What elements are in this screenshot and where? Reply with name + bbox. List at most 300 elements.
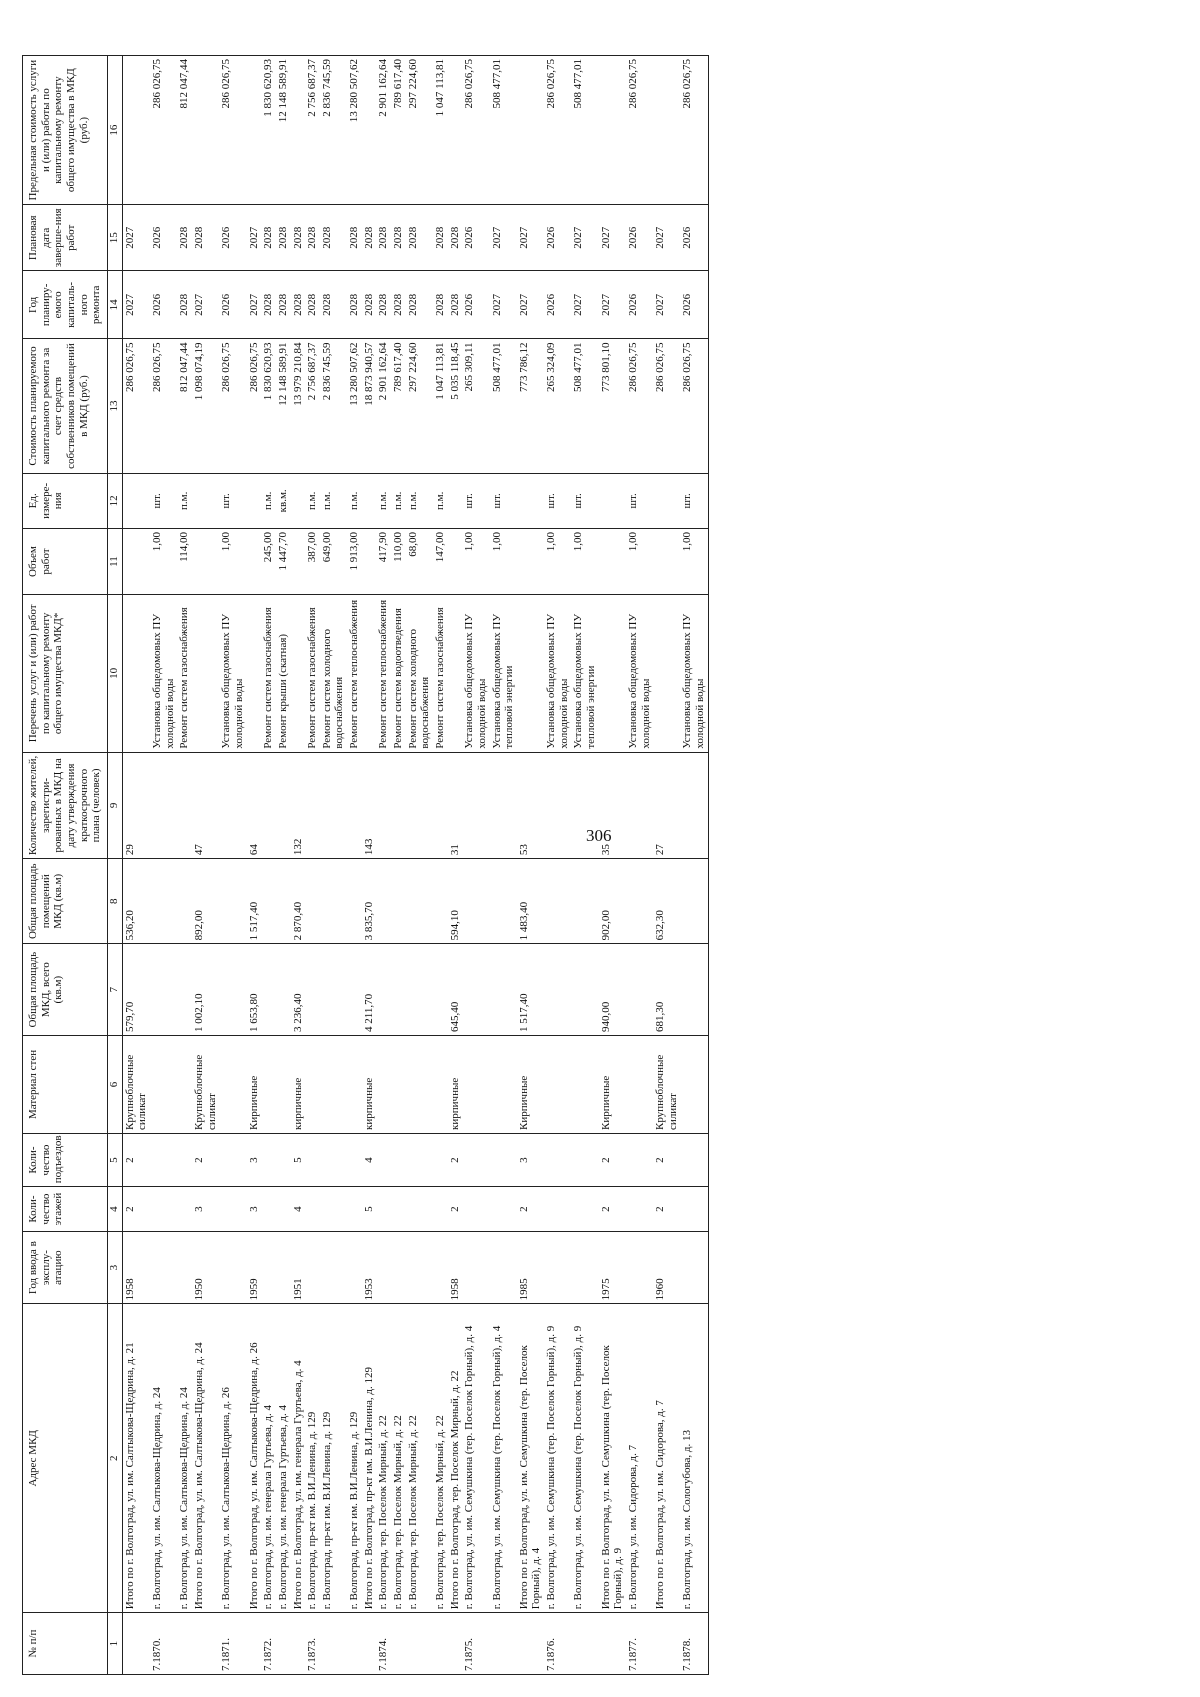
table-cell-col-8 bbox=[347, 859, 362, 944]
table-cell-col-7: 1 002,10 bbox=[192, 944, 219, 1036]
table-cell-col-13: 18 873 940,57 bbox=[362, 339, 377, 473]
table-cell-col-3 bbox=[376, 1231, 391, 1303]
table-cell-col-12 bbox=[448, 473, 463, 528]
table-cell-col-4: 3 bbox=[247, 1187, 262, 1232]
table-cell-col-8 bbox=[320, 859, 347, 944]
table-cell-col-11 bbox=[362, 529, 377, 595]
table-cell-col-2: Итого по г. Волгоград, ул. им. Семушкина (тер. Поселок Горный), д. 9 bbox=[599, 1304, 626, 1613]
table-cell-col-12: п.м. bbox=[347, 473, 362, 528]
table-cell-col-15: 2027 bbox=[599, 205, 626, 271]
table-row bbox=[362, 56, 377, 1675]
table-cell-col-13: 286 026,75 bbox=[150, 339, 177, 473]
table-cell-col-6 bbox=[571, 1035, 598, 1133]
table-cell-col-1: 7.1872. bbox=[261, 1613, 276, 1675]
table-cell-col-13: 773 801,10 bbox=[599, 339, 626, 473]
table-cell-col-10: Установка общедомовых ПУ холодной воды bbox=[680, 595, 708, 753]
table-cell-col-1 bbox=[320, 1613, 347, 1675]
table-cell-col-2: г. Волгоград, ул. им. Сологубова, д. 13 bbox=[680, 1304, 708, 1613]
table-cell-col-8: 1 517,40 bbox=[247, 859, 262, 944]
rotated-table-container bbox=[22, 55, 1172, 1675]
table-cell-col-11: 417,90 bbox=[376, 529, 391, 595]
table-cell-col-4 bbox=[219, 1187, 246, 1232]
column-header-7: Общая площадь МКД, всего (кв.м) bbox=[23, 944, 108, 1036]
table-cell-col-15: 2027 bbox=[571, 205, 598, 271]
table-cell-col-14: 2028 bbox=[305, 271, 320, 339]
table-cell-col-1 bbox=[391, 1613, 406, 1675]
table-cell-col-14: 2026 bbox=[219, 271, 246, 339]
table-cell-col-2: г. Волгоград, ул. им. Салтыкова-Щедрина, д. 26 bbox=[219, 1304, 246, 1613]
table-cell-col-12 bbox=[362, 473, 377, 528]
table-cell-col-16: 286 026,75 bbox=[626, 56, 653, 205]
table-cell-col-12: шт. bbox=[219, 473, 246, 528]
table-row bbox=[219, 56, 246, 1675]
column-header-5: Коли-чество подъездов bbox=[23, 1133, 108, 1186]
table-cell-col-15: 2027 bbox=[122, 205, 150, 271]
table-cell-col-7 bbox=[276, 944, 291, 1036]
table-cell-col-6 bbox=[177, 1035, 192, 1133]
column-header-8: Общая площадь помещений МКД (кв.м) bbox=[23, 859, 108, 944]
table-cell-col-5 bbox=[320, 1133, 347, 1186]
table-body bbox=[122, 56, 708, 1675]
table-cell-col-9 bbox=[571, 752, 598, 859]
table-cell-col-10 bbox=[653, 595, 680, 753]
table-cell-col-4 bbox=[305, 1187, 320, 1232]
table-cell-col-8 bbox=[305, 859, 320, 944]
table-cell-col-2: г. Волгоград, ул. им. Сидорова, д. 7 bbox=[626, 1304, 653, 1613]
table-cell-col-7: 3 236,40 bbox=[291, 944, 306, 1036]
table-cell-col-6 bbox=[406, 1035, 433, 1133]
table-cell-col-7 bbox=[177, 944, 192, 1036]
table-cell-col-9 bbox=[276, 752, 291, 859]
table-cell-col-4: 2 bbox=[122, 1187, 150, 1232]
table-cell-col-13: 508 477,01 bbox=[490, 339, 517, 473]
table-row bbox=[276, 56, 291, 1675]
table-cell-col-14: 2027 bbox=[490, 271, 517, 339]
table-cell-col-11 bbox=[448, 529, 463, 595]
table-cell-col-14: 2028 bbox=[320, 271, 347, 339]
table-cell-col-15: 2028 bbox=[391, 205, 406, 271]
table-cell-col-7 bbox=[219, 944, 246, 1036]
table-cell-col-15: 2027 bbox=[653, 205, 680, 271]
table-cell-col-11: 1 913,00 bbox=[347, 529, 362, 595]
table-row bbox=[653, 56, 680, 1675]
table-cell-col-6 bbox=[433, 1035, 448, 1133]
table-cell-col-8 bbox=[177, 859, 192, 944]
table-cell-col-9 bbox=[150, 752, 177, 859]
table-cell-col-15: 2026 bbox=[626, 205, 653, 271]
table-cell-col-16 bbox=[448, 56, 463, 205]
table-cell-col-16 bbox=[653, 56, 680, 205]
table-cell-col-14: 2026 bbox=[544, 271, 571, 339]
table-row bbox=[291, 56, 306, 1675]
table-cell-col-3: 1951 bbox=[291, 1231, 306, 1303]
table-cell-col-13: 297 224,60 bbox=[406, 339, 433, 473]
table-cell-col-7 bbox=[571, 944, 598, 1036]
table-cell-col-1 bbox=[490, 1613, 517, 1675]
column-header-4: Коли-чество этажей bbox=[23, 1187, 108, 1232]
table-cell-col-13: 12 148 589,91 bbox=[276, 339, 291, 473]
table-cell-col-14: 2027 bbox=[653, 271, 680, 339]
column-number-14: 14 bbox=[107, 271, 122, 339]
table-cell-col-8 bbox=[219, 859, 246, 944]
table-cell-col-4 bbox=[571, 1187, 598, 1232]
table-cell-col-13: 2 901 162,64 bbox=[376, 339, 391, 473]
table-row bbox=[490, 56, 517, 1675]
table-cell-col-9: 47 bbox=[192, 752, 219, 859]
table-cell-col-11: 649,00 bbox=[320, 529, 347, 595]
table-cell-col-5: 2 bbox=[653, 1133, 680, 1186]
table-cell-col-16 bbox=[599, 56, 626, 205]
table-cell-col-7 bbox=[490, 944, 517, 1036]
table-cell-col-10: Ремонт систем газоснабжения bbox=[177, 595, 192, 753]
table-cell-col-2: г. Волгоград, тер. Поселок Мирный, д. 22 bbox=[391, 1304, 406, 1613]
table-cell-col-2: Итого по г. Волгоград, тер. Поселок Мирный, д. 22 bbox=[448, 1304, 463, 1613]
column-header-14: Год планиру-емого капиталь-ного ремонта bbox=[23, 271, 108, 339]
table-cell-col-6: Крупноблочные силикат bbox=[653, 1035, 680, 1133]
table-cell-col-2: г. Волгоград, ул. им. Семушкина (тер. Поселок Горный), д. 4 bbox=[462, 1304, 489, 1613]
table-cell-col-8: 892,00 bbox=[192, 859, 219, 944]
table-cell-col-3 bbox=[544, 1231, 571, 1303]
table-cell-col-4 bbox=[376, 1187, 391, 1232]
table-header-row bbox=[23, 56, 108, 1675]
table-cell-col-3: 1959 bbox=[247, 1231, 262, 1303]
column-number-5: 5 bbox=[107, 1133, 122, 1186]
table-row bbox=[680, 56, 708, 1675]
table-cell-col-4: 4 bbox=[291, 1187, 306, 1232]
table-cell-col-14: 2028 bbox=[291, 271, 306, 339]
table-cell-col-1: 7.1871. bbox=[219, 1613, 246, 1675]
table-cell-col-6 bbox=[219, 1035, 246, 1133]
table-cell-col-1 bbox=[448, 1613, 463, 1675]
table-cell-col-1 bbox=[347, 1613, 362, 1675]
column-number-2: 2 bbox=[107, 1304, 122, 1613]
table-cell-col-4: 2 bbox=[599, 1187, 626, 1232]
table-cell-col-1 bbox=[571, 1613, 598, 1675]
table-cell-col-15: 2028 bbox=[320, 205, 347, 271]
table-cell-col-5 bbox=[680, 1133, 708, 1186]
table-cell-col-10: Установка общедомовых ПУ холодной воды bbox=[544, 595, 571, 753]
capital-repair-table bbox=[22, 55, 709, 1675]
column-number-12: 12 bbox=[107, 473, 122, 528]
table-cell-col-13: 286 026,75 bbox=[680, 339, 708, 473]
table-cell-col-9: 31 bbox=[448, 752, 463, 859]
table-cell-col-6 bbox=[305, 1035, 320, 1133]
table-cell-col-1: 7.1873. bbox=[305, 1613, 320, 1675]
table-cell-col-3 bbox=[462, 1231, 489, 1303]
table-cell-col-8 bbox=[490, 859, 517, 944]
table-cell-col-1 bbox=[517, 1613, 544, 1675]
table-cell-col-16: 297 224,60 bbox=[406, 56, 433, 205]
table-cell-col-15: 2027 bbox=[517, 205, 544, 271]
table-cell-col-11 bbox=[291, 529, 306, 595]
table-cell-col-7 bbox=[261, 944, 276, 1036]
table-cell-col-1: 7.1878. bbox=[680, 1613, 708, 1675]
table-cell-col-9 bbox=[320, 752, 347, 859]
table-cell-col-3 bbox=[150, 1231, 177, 1303]
table-row bbox=[150, 56, 177, 1675]
table-row bbox=[376, 56, 391, 1675]
table-cell-col-10 bbox=[362, 595, 377, 753]
table-cell-col-11 bbox=[517, 529, 544, 595]
table-cell-col-5 bbox=[219, 1133, 246, 1186]
table-cell-col-4: 2 bbox=[448, 1187, 463, 1232]
table-cell-col-1 bbox=[599, 1613, 626, 1675]
table-cell-col-16: 812 047,44 bbox=[177, 56, 192, 205]
table-cell-col-3 bbox=[219, 1231, 246, 1303]
table-cell-col-1 bbox=[122, 1613, 150, 1675]
table-cell-col-12: кв.м. bbox=[276, 473, 291, 528]
table-cell-col-8 bbox=[626, 859, 653, 944]
table-cell-col-14: 2026 bbox=[626, 271, 653, 339]
table-cell-col-14: 2027 bbox=[192, 271, 219, 339]
table-cell-col-6: Кирпичные bbox=[517, 1035, 544, 1133]
table-cell-col-12 bbox=[653, 473, 680, 528]
table-cell-col-11: 1,00 bbox=[219, 529, 246, 595]
table-cell-col-15: 2026 bbox=[544, 205, 571, 271]
column-number-8: 8 bbox=[107, 859, 122, 944]
table-cell-col-1: 7.1874. bbox=[376, 1613, 391, 1675]
table-cell-col-15: 2028 bbox=[305, 205, 320, 271]
table-cell-col-8 bbox=[276, 859, 291, 944]
table-cell-col-15: 2027 bbox=[490, 205, 517, 271]
table-cell-col-2: г. Волгоград, тер. Поселок Мирный, д. 22 bbox=[406, 1304, 433, 1613]
table-cell-col-3 bbox=[347, 1231, 362, 1303]
table-cell-col-1: 7.1870. bbox=[150, 1613, 177, 1675]
table-cell-col-10: Установка общедомовых ПУ холодной воды bbox=[219, 595, 246, 753]
table-cell-col-3: 1958 bbox=[448, 1231, 463, 1303]
table-cell-col-9 bbox=[680, 752, 708, 859]
table-cell-col-3: 1950 bbox=[192, 1231, 219, 1303]
table-cell-col-9: 64 bbox=[247, 752, 262, 859]
table-cell-col-3 bbox=[406, 1231, 433, 1303]
table-cell-col-3: 1958 bbox=[122, 1231, 150, 1303]
table-cell-col-7 bbox=[626, 944, 653, 1036]
column-number-10: 10 bbox=[107, 595, 122, 753]
table-row bbox=[433, 56, 448, 1675]
table-cell-col-4 bbox=[391, 1187, 406, 1232]
table-cell-col-10: Установка общедомовых ПУ холодной воды bbox=[150, 595, 177, 753]
table-cell-col-10 bbox=[291, 595, 306, 753]
table-cell-col-13: 1 047 113,81 bbox=[433, 339, 448, 473]
table-cell-col-12 bbox=[247, 473, 262, 528]
table-cell-col-1: 7.1877. bbox=[626, 1613, 653, 1675]
table-cell-col-9: 35 bbox=[599, 752, 626, 859]
table-cell-col-7 bbox=[406, 944, 433, 1036]
table-cell-col-3 bbox=[433, 1231, 448, 1303]
table-cell-col-8 bbox=[462, 859, 489, 944]
table-cell-col-15: 2026 bbox=[462, 205, 489, 271]
table-cell-col-2: г. Волгоград, ул. им. Семушкина (тер. Поселок Горный), д. 9 bbox=[571, 1304, 598, 1613]
column-header-13: Стоимость планируемого капитального ремонта за счет средств собственников помещений в МКД (руб.) bbox=[23, 339, 108, 473]
table-cell-col-14: 2027 bbox=[571, 271, 598, 339]
table-row bbox=[247, 56, 262, 1675]
table-cell-col-12: шт. bbox=[462, 473, 489, 528]
table-cell-col-2: г. Волгоград, ул. им. Салтыкова-Щедрина, д. 24 bbox=[150, 1304, 177, 1613]
table-cell-col-5: 2 bbox=[448, 1133, 463, 1186]
table-cell-col-10: Ремонт систем холодного водоснабжения bbox=[406, 595, 433, 753]
table-cell-col-7 bbox=[150, 944, 177, 1036]
table-cell-col-12: п.м. bbox=[406, 473, 433, 528]
table-cell-col-12: шт. bbox=[571, 473, 598, 528]
table-cell-col-4 bbox=[490, 1187, 517, 1232]
table-cell-col-4: 3 bbox=[192, 1187, 219, 1232]
table-cell-col-9 bbox=[391, 752, 406, 859]
table-cell-col-16: 2 836 745,59 bbox=[320, 56, 347, 205]
table-cell-col-7 bbox=[544, 944, 571, 1036]
column-number-7: 7 bbox=[107, 944, 122, 1036]
column-header-1: № п/п bbox=[23, 1613, 108, 1675]
table-cell-col-16: 2 756 687,37 bbox=[305, 56, 320, 205]
table-row bbox=[347, 56, 362, 1675]
table-cell-col-13: 2 836 745,59 bbox=[320, 339, 347, 473]
table-cell-col-8: 632,30 bbox=[653, 859, 680, 944]
table-cell-col-11: 1,00 bbox=[462, 529, 489, 595]
table-row bbox=[599, 56, 626, 1675]
table-cell-col-13: 508 477,01 bbox=[571, 339, 598, 473]
table-cell-col-13: 1 098 074,19 bbox=[192, 339, 219, 473]
table-cell-col-1 bbox=[433, 1613, 448, 1675]
table-cell-col-12 bbox=[517, 473, 544, 528]
table-cell-col-7 bbox=[391, 944, 406, 1036]
table-cell-col-12: п.м. bbox=[177, 473, 192, 528]
table-cell-col-3 bbox=[276, 1231, 291, 1303]
table-cell-col-7: 1 517,40 bbox=[517, 944, 544, 1036]
table-cell-col-16: 286 026,75 bbox=[544, 56, 571, 205]
table-cell-col-6: Крупноблочные силикат bbox=[192, 1035, 219, 1133]
table-cell-col-16 bbox=[362, 56, 377, 205]
table-cell-col-13: 13 280 507,62 bbox=[347, 339, 362, 473]
table-cell-col-3 bbox=[177, 1231, 192, 1303]
table-cell-col-9 bbox=[376, 752, 391, 859]
table-cell-col-5 bbox=[261, 1133, 276, 1186]
table-cell-col-12 bbox=[291, 473, 306, 528]
table-cell-col-15: 2028 bbox=[448, 205, 463, 271]
table-cell-col-9 bbox=[347, 752, 362, 859]
table-cell-col-14: 2028 bbox=[347, 271, 362, 339]
table-cell-col-3 bbox=[680, 1231, 708, 1303]
table-cell-col-4 bbox=[347, 1187, 362, 1232]
table-cell-col-10 bbox=[448, 595, 463, 753]
column-number-3: 3 bbox=[107, 1231, 122, 1303]
table-cell-col-11: 1 447,70 bbox=[276, 529, 291, 595]
table-row bbox=[177, 56, 192, 1675]
table-cell-col-12: п.м. bbox=[261, 473, 276, 528]
table-cell-col-2: г. Волгоград, ул. им. Семушкина (тер. Поселок Горный), д. 4 bbox=[490, 1304, 517, 1613]
table-cell-col-9 bbox=[305, 752, 320, 859]
table-cell-col-3: 1953 bbox=[362, 1231, 377, 1303]
table-cell-col-1 bbox=[177, 1613, 192, 1675]
table-cell-col-5 bbox=[571, 1133, 598, 1186]
table-cell-col-12: п.м. bbox=[376, 473, 391, 528]
table-cell-col-7 bbox=[462, 944, 489, 1036]
table-cell-col-9 bbox=[462, 752, 489, 859]
table-cell-col-12: п.м. bbox=[433, 473, 448, 528]
table-cell-col-7: 681,30 bbox=[653, 944, 680, 1036]
table-cell-col-1 bbox=[291, 1613, 306, 1675]
table-cell-col-6 bbox=[150, 1035, 177, 1133]
column-number-1: 1 bbox=[107, 1613, 122, 1675]
table-cell-col-11 bbox=[247, 529, 262, 595]
table-cell-col-12: шт. bbox=[150, 473, 177, 528]
table-cell-col-13: 265 324,09 bbox=[544, 339, 571, 473]
table-cell-col-16: 789 617,40 bbox=[391, 56, 406, 205]
table-cell-col-11: 110,00 bbox=[391, 529, 406, 595]
table-cell-col-5 bbox=[347, 1133, 362, 1186]
table-cell-col-12: п.м. bbox=[391, 473, 406, 528]
table-cell-col-4 bbox=[433, 1187, 448, 1232]
table-cell-col-14: 2026 bbox=[680, 271, 708, 339]
table-cell-col-16: 286 026,75 bbox=[150, 56, 177, 205]
table-cell-col-10: Ремонт систем теплоснабжения bbox=[347, 595, 362, 753]
table-cell-col-16: 286 026,75 bbox=[219, 56, 246, 205]
table-row bbox=[305, 56, 320, 1675]
table-cell-col-10: Ремонт крыши (скатная) bbox=[276, 595, 291, 753]
table-cell-col-3 bbox=[305, 1231, 320, 1303]
column-header-3: Год ввода в эксплу-атацию bbox=[23, 1231, 108, 1303]
table-cell-col-6 bbox=[347, 1035, 362, 1133]
table-cell-col-9: 143 bbox=[362, 752, 377, 859]
table-cell-col-5: 2 bbox=[599, 1133, 626, 1186]
table-cell-col-2: г. Волгоград, тер. Поселок Мирный, д. 22 bbox=[376, 1304, 391, 1613]
table-cell-col-6: кирпичные bbox=[362, 1035, 377, 1133]
table-cell-col-2: Итого по г. Волгоград, ул. им. Салтыкова-Щедрина, д. 21 bbox=[122, 1304, 150, 1613]
table-cell-col-14: 2028 bbox=[177, 271, 192, 339]
table-cell-col-6: Кирпичные bbox=[599, 1035, 626, 1133]
table-cell-col-7 bbox=[347, 944, 362, 1036]
column-header-6: Материал стен bbox=[23, 1035, 108, 1133]
table-cell-col-9: 132 bbox=[291, 752, 306, 859]
table-cell-col-10: Ремонт систем холодного водоснабжения bbox=[320, 595, 347, 753]
table-cell-col-7: 4 211,70 bbox=[362, 944, 377, 1036]
table-cell-col-11: 1,00 bbox=[490, 529, 517, 595]
table-cell-col-1: 7.1875. bbox=[462, 1613, 489, 1675]
table-cell-col-13: 1 830 620,93 bbox=[261, 339, 276, 473]
table-row bbox=[406, 56, 433, 1675]
table-cell-col-16 bbox=[192, 56, 219, 205]
column-header-10: Перечень услуг и (или) работ по капитальному ремонту общего имущества МКД* bbox=[23, 595, 108, 753]
table-cell-col-13: 265 309,11 bbox=[462, 339, 489, 473]
table-cell-col-1 bbox=[276, 1613, 291, 1675]
table-cell-col-10: Ремонт систем газоснабжения bbox=[261, 595, 276, 753]
table-cell-col-8 bbox=[150, 859, 177, 944]
table-cell-col-15: 2028 bbox=[433, 205, 448, 271]
table-cell-col-10: Установка общедомовых ПУ тепловой энергии bbox=[490, 595, 517, 753]
table-cell-col-1 bbox=[362, 1613, 377, 1675]
table-cell-col-5 bbox=[406, 1133, 433, 1186]
table-cell-col-8 bbox=[406, 859, 433, 944]
table-cell-col-3 bbox=[626, 1231, 653, 1303]
table-cell-col-15: 2026 bbox=[219, 205, 246, 271]
table-cell-col-3 bbox=[320, 1231, 347, 1303]
table-cell-col-12: п.м. bbox=[305, 473, 320, 528]
table-cell-col-11: 147,00 bbox=[433, 529, 448, 595]
table-cell-col-7 bbox=[320, 944, 347, 1036]
table-cell-col-13: 5 035 118,45 bbox=[448, 339, 463, 473]
table-row bbox=[122, 56, 150, 1675]
table-cell-col-16 bbox=[517, 56, 544, 205]
table-cell-col-2: г. Волгоград, ул. им. Семушкина (тер. Поселок Горный), д. 9 bbox=[544, 1304, 571, 1613]
table-cell-col-3: 1960 bbox=[653, 1231, 680, 1303]
table-cell-col-15: 2028 bbox=[291, 205, 306, 271]
table-cell-col-3 bbox=[391, 1231, 406, 1303]
table-cell-col-4 bbox=[680, 1187, 708, 1232]
table-cell-col-16: 286 026,75 bbox=[680, 56, 708, 205]
table-cell-col-9 bbox=[626, 752, 653, 859]
table-cell-col-5 bbox=[276, 1133, 291, 1186]
table-cell-col-15: 2028 bbox=[261, 205, 276, 271]
table-cell-col-6 bbox=[626, 1035, 653, 1133]
table-cell-col-8: 594,10 bbox=[448, 859, 463, 944]
